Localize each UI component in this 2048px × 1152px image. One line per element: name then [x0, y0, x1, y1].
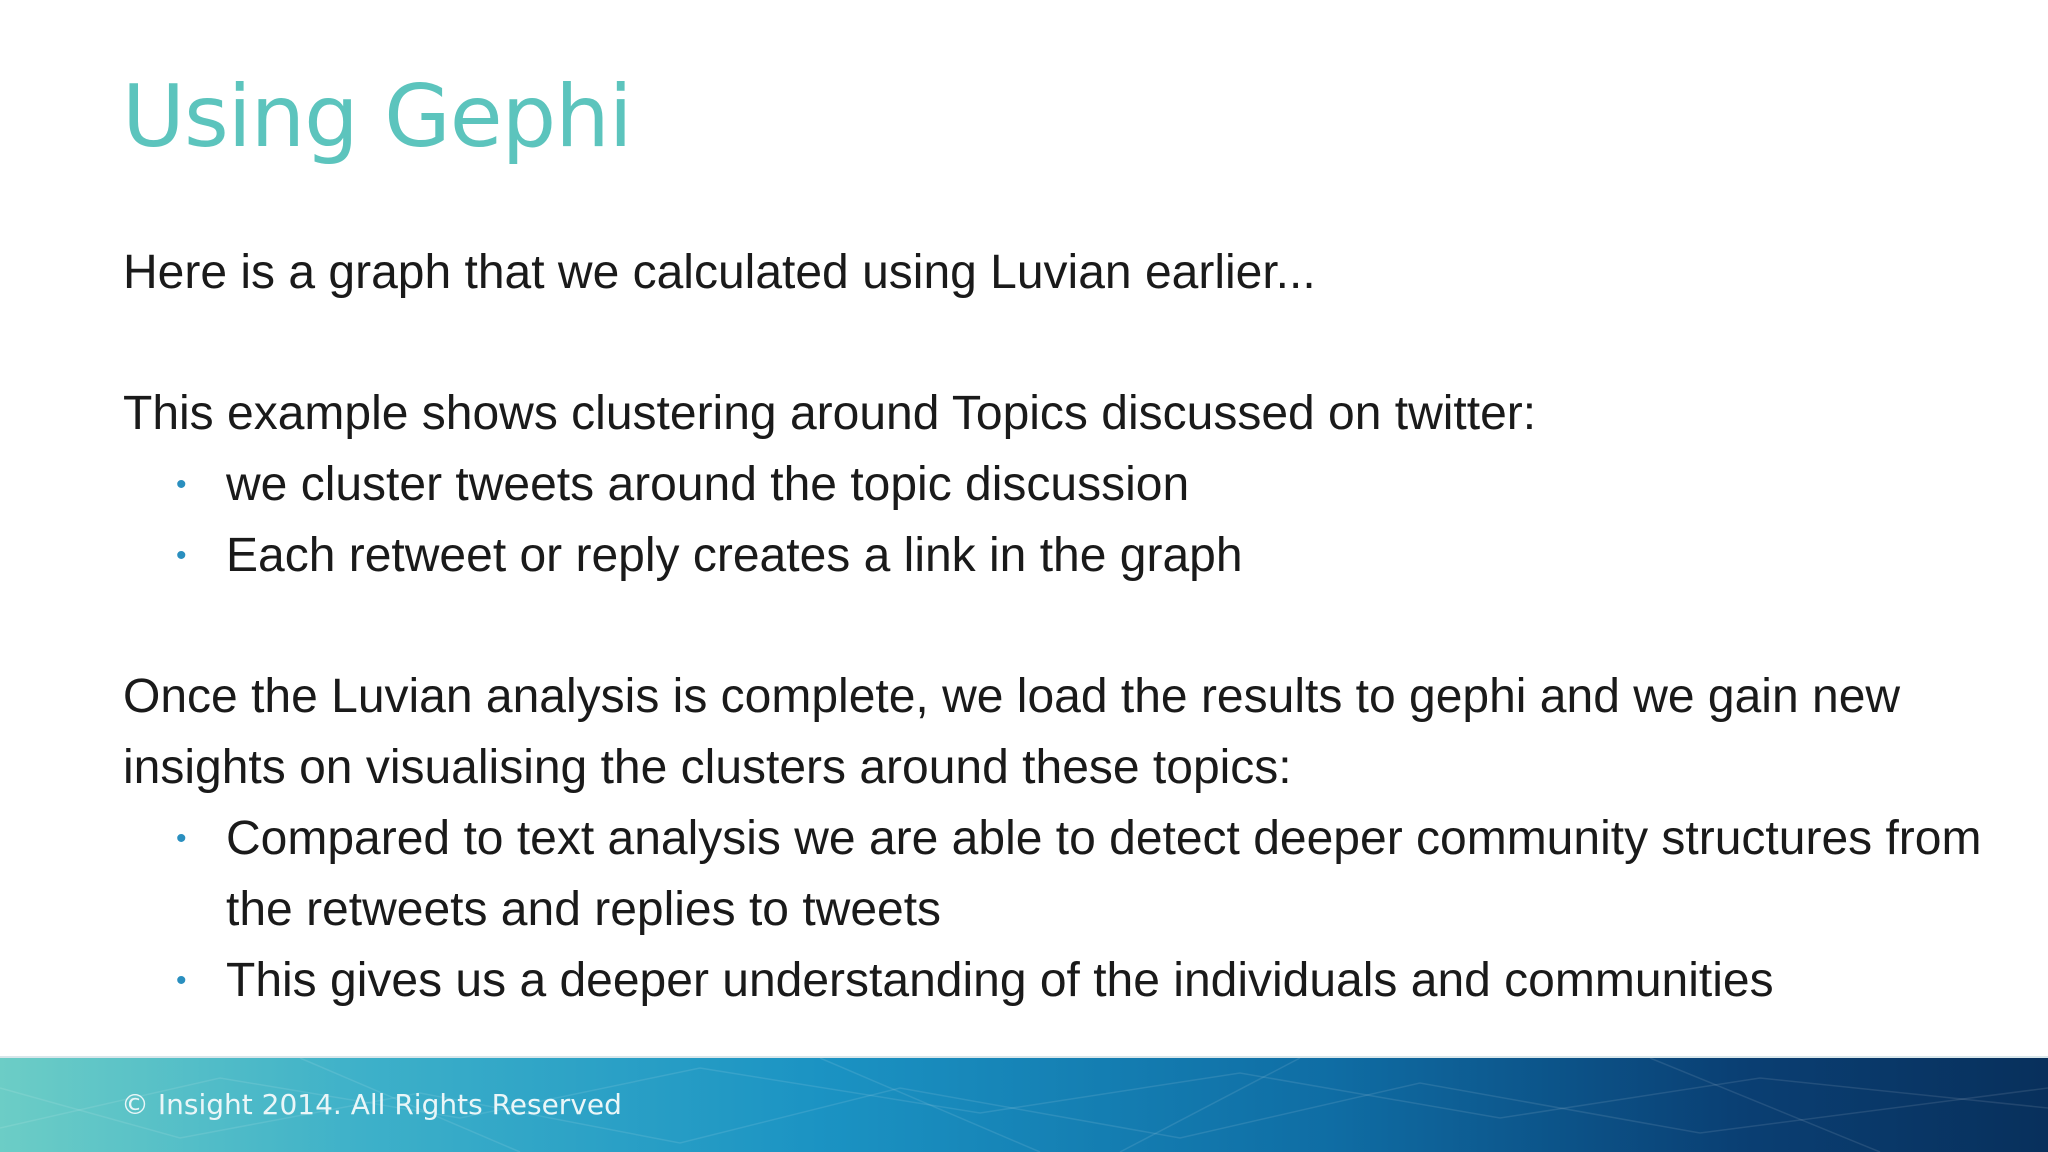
bullet-icon: • [176, 964, 187, 997]
spacer [123, 308, 1983, 378]
bullet-icon: • [176, 539, 187, 572]
bullet-icon: • [176, 468, 187, 501]
section1-bullets [123, 449, 1983, 591]
section2-lead: Once the Luvian analysis is complete, we load the results to gephi and we gain new insights on visualising the clusters around these topics: [123, 670, 1901, 794]
intro-text: Here is a graph that we calculated using Luvian earlier... [123, 246, 1316, 299]
bullet-text: Each retweet or reply creates a link in the graph [226, 529, 1243, 582]
slide-title: Using Gephi [122, 67, 632, 167]
bullet-text: This gives us a deeper understanding of the individuals and communities [226, 954, 1774, 1007]
bullet-text: we cluster tweets around the topic discussion [226, 458, 1190, 511]
list-item [123, 945, 1983, 1016]
list-item [123, 449, 1983, 520]
section1-lead: This example shows clustering around Topics discussed on twitter: [123, 387, 1537, 440]
bullet-text: Compared to text analysis we are able to detect deeper community structures from the retweets and replies to tweets [226, 812, 1982, 936]
bullet-icon: • [176, 822, 187, 855]
section2-bullets [123, 803, 1983, 1016]
spacer [123, 591, 1983, 661]
list-item [123, 520, 1983, 591]
copyright-text: © Insight 2014. All Rights Reserved [121, 1088, 622, 1121]
list-item [123, 803, 1983, 945]
footer-bar [0, 1058, 2048, 1152]
slide-body [123, 237, 1983, 1016]
